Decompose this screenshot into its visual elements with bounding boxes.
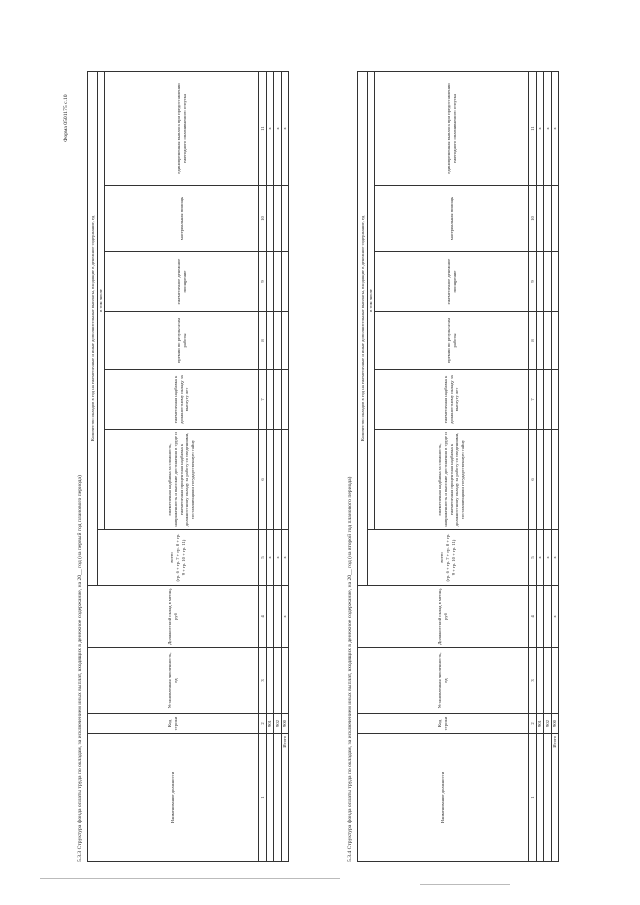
table2 xyxy=(357,71,559,862)
table1-colnum: 3 xyxy=(259,648,267,714)
table1-header-salary: Должностной оклад в месяц, руб xyxy=(88,586,259,648)
table1-header-sub-11: единовременная выплата при предоставлении ежегодного оплачиваемого отпуска xyxy=(105,71,259,185)
table2-header-sub-11: единовременная выплата при предоставлении ежегодного оплачиваемого отпуска xyxy=(375,71,529,185)
x-mark: x xyxy=(267,530,274,586)
table1-colnum: 9 xyxy=(259,252,267,312)
table1-header-total-formula: (гр. 6 + гр. 7 + гр. 8 + гр. 9 + гр. 10 + гр. 11) xyxy=(175,533,186,582)
table-row xyxy=(544,71,551,861)
table1-colnum: 1 xyxy=(259,734,267,862)
x-mark: x xyxy=(281,530,288,586)
x-mark: x xyxy=(281,586,288,648)
x-mark: x xyxy=(544,530,551,586)
x-mark: x xyxy=(274,71,281,185)
x-mark: x xyxy=(551,586,558,648)
table1-colnum: 2 xyxy=(259,714,267,734)
table2-colnum: 5 xyxy=(529,530,537,586)
table2-header-additional: Количество окладов в год на ежемесячные и иные дополнительные выплаты, входящие в денежное содержание, ед xyxy=(358,71,368,585)
table2-colnum: 9 xyxy=(529,252,537,312)
table-row xyxy=(274,71,281,861)
x-mark: x xyxy=(551,530,558,586)
table2-header-code: Код строки xyxy=(358,714,529,734)
table1-total-label: Итого xyxy=(281,734,288,862)
table2-header-sub-8: премии по результатам работы xyxy=(375,312,529,370)
table2-colnum: 6 xyxy=(529,430,537,530)
table2-colnum: 1 xyxy=(529,734,537,862)
table1-colnum: 6 xyxy=(259,430,267,530)
table2-header-including: в том числе xyxy=(368,71,375,529)
table1-colnum: 8 xyxy=(259,312,267,370)
table1-colnum: 7 xyxy=(259,370,267,430)
table1-header-additional: Количество окладов в год на ежемесячные и иные дополнительные выплаты, входящие в денежное содержание, ед xyxy=(88,71,98,585)
table2-header-sub-9: ежемесячное денежное поощрение xyxy=(375,252,529,312)
table1-header-sub-9: ежемесячное денежное поощрение xyxy=(105,252,259,312)
table1-header-sub-10: материальная помощь xyxy=(105,186,259,252)
table1-header-total-label: всего xyxy=(169,552,175,563)
table1-colnum: 10 xyxy=(259,186,267,252)
form-number: Форма 0501175 с.10 xyxy=(63,94,69,142)
rotated-form xyxy=(55,42,615,862)
x-mark: x xyxy=(537,71,544,185)
table-row xyxy=(537,71,544,861)
table2-header-total-formula: (гр. 6 + гр. 7 + гр. 8 + гр. 9 + гр. 10 + гр. 11) xyxy=(445,533,456,582)
x-mark: x xyxy=(274,530,281,586)
table1-header-sub-6: ежемесячная надбавка за сложность, напряженность и высокие достижения в труде и ежемесячная процентная надбавка к должностному окладу за работу со сведениями, составляющими государственную тайну xyxy=(105,430,259,530)
table2-colnum: 8 xyxy=(529,312,537,370)
table1-row-code: 900 xyxy=(281,714,288,734)
table2-row-code: 901 xyxy=(537,714,544,734)
table-row xyxy=(267,71,274,861)
table2-row-code: 902 xyxy=(544,714,551,734)
table2-row-code: 900 xyxy=(551,714,558,734)
table1 xyxy=(87,71,289,862)
table1-header-sub-8: премии по результатам работы xyxy=(105,312,259,370)
table1-colnum: 11 xyxy=(259,71,267,185)
table1-header-including: в том числе xyxy=(98,71,105,529)
table2-header-salary: Должностной оклад в месяц, руб xyxy=(358,586,529,648)
x-mark: x xyxy=(537,530,544,586)
scan-line xyxy=(40,878,340,879)
table1-colnum: 4 xyxy=(259,586,267,648)
table2-colnum: 2 xyxy=(529,714,537,734)
table2-colnum: 10 xyxy=(529,186,537,252)
table2-colnum: 3 xyxy=(529,648,537,714)
table2-header-position: Наименование должности xyxy=(358,734,529,862)
scan-line xyxy=(420,884,510,885)
table1-colnum: 5 xyxy=(259,530,267,586)
table1-header-total xyxy=(98,530,259,586)
table2-colnum: 7 xyxy=(529,370,537,430)
table2-colnum: 4 xyxy=(529,586,537,648)
table-row xyxy=(281,71,288,861)
x-mark: x xyxy=(551,71,558,185)
table2-colnum: 11 xyxy=(529,71,537,185)
x-mark: x xyxy=(544,71,551,185)
table1-row-code: 901 xyxy=(267,714,274,734)
table2-header-sub-6: ежемесячная надбавка за сложность, напряженность и высокие достижения в труде и ежемесячная процентная надбавка к должностному окладу за работу со сведениями, составляющими государственную тайну xyxy=(375,430,529,530)
table1-header-position: Наименование должности xyxy=(88,734,259,862)
table1-caption: 5.3.3 Структура фонда оплаты труда по окладам, за исключением иных выплат, входящих в денежное содержание, на 20__ год (на первый год планового периода) xyxy=(77,475,83,862)
table2-header-total-label: всего xyxy=(439,552,445,563)
table2-header-total xyxy=(368,530,529,586)
table2-header-sub-10: материальная помощь xyxy=(375,186,529,252)
table-row xyxy=(551,71,558,861)
table2-header-sub-7: ежемесячная надбавка к должностному окладу за выслугу лет xyxy=(375,370,529,430)
x-mark: x xyxy=(267,71,274,185)
table2-header-number: Установленная численность, ед xyxy=(358,648,529,714)
table2-total-label: Итого xyxy=(551,734,558,862)
table1-header-sub-7: ежемесячная надбавка к должностному окладу за выслугу лет xyxy=(105,370,259,430)
x-mark: x xyxy=(281,71,288,185)
table2-caption: 5.3.4 Структура фонда оплаты труда по окладам, за исключением иных выплат, входящих в денежное содержание, на 20__ год (на второй год планового периода) xyxy=(347,476,353,862)
table1-header-code: Код строки xyxy=(88,714,259,734)
table1-header-number: Установленная численность, ед xyxy=(88,648,259,714)
table1-row-code: 902 xyxy=(274,714,281,734)
